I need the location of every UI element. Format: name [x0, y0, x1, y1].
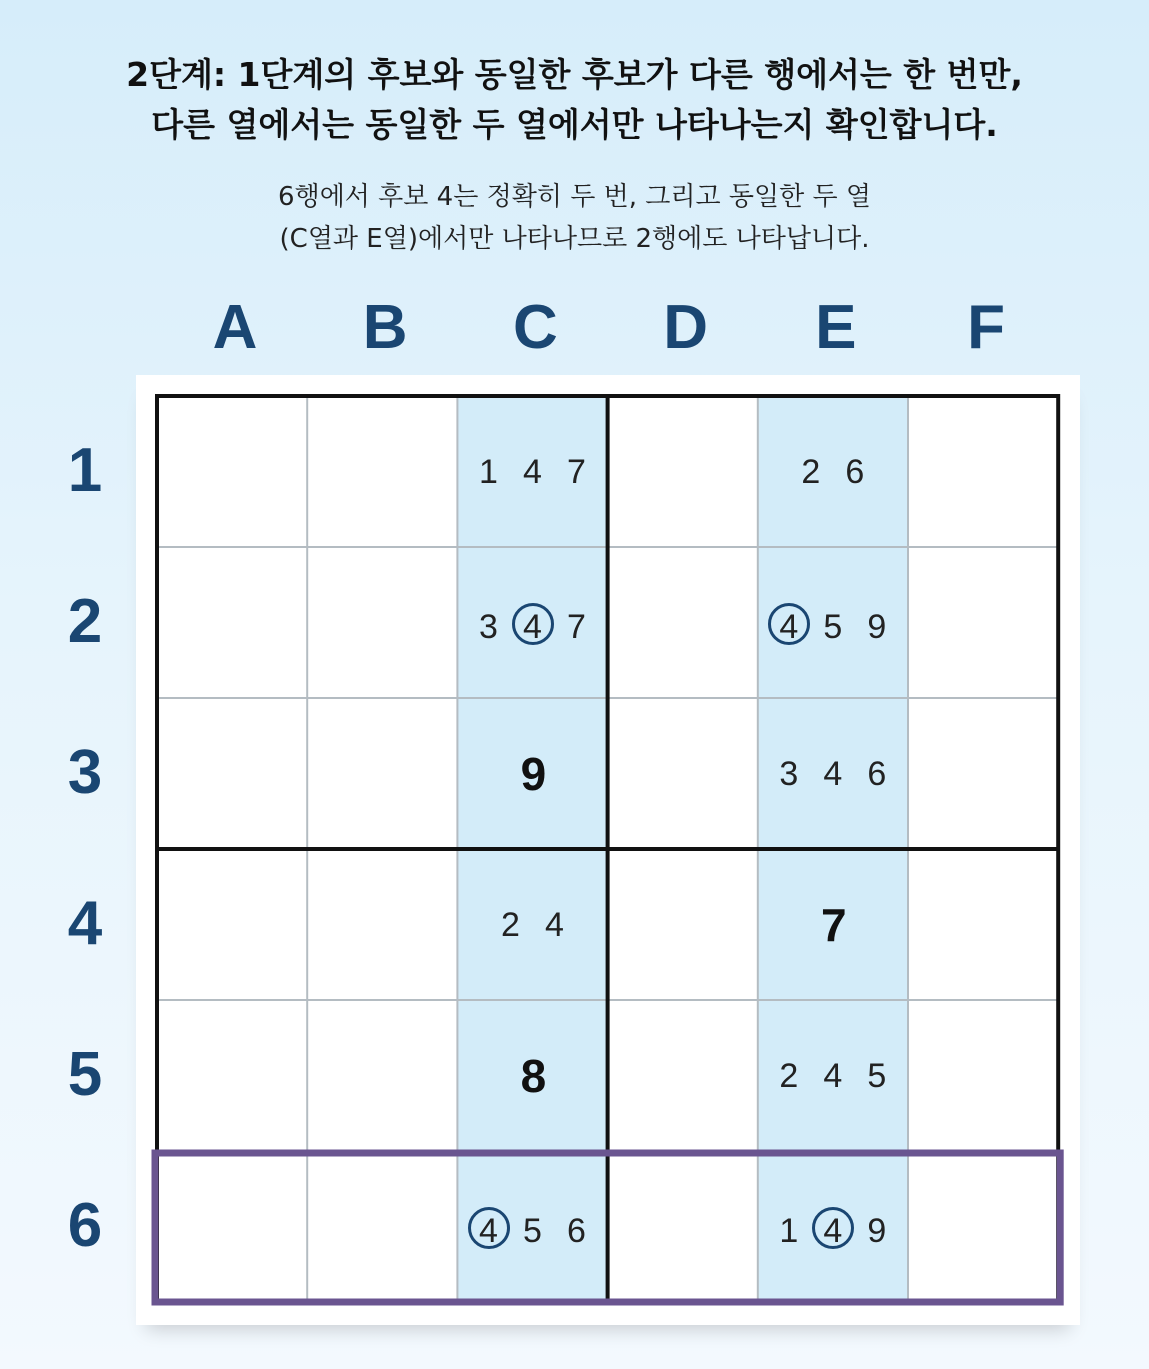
step-heading-line-2: 다른 열에서는 동일한 두 열에서만 나타나는지 확인합니다.	[151, 105, 998, 144]
step-description-line-2: (C열과 E열)에서만 나타나므로 2행에도 나타납니다.	[279, 224, 870, 254]
candidate-digit: 6	[567, 1211, 586, 1250]
candidate-digit: 2	[779, 1056, 799, 1095]
candidates-e6	[767, 1207, 899, 1250]
candidate-digit: 9	[867, 607, 887, 646]
candidates-e3	[767, 754, 899, 794]
row-label-5: 5	[67, 1040, 103, 1109]
candidates-c1	[467, 452, 599, 492]
row-label-1: 1	[67, 436, 103, 505]
candidate-digit: 4	[523, 452, 542, 491]
candidate-digit: 4	[823, 754, 843, 793]
candidate-digit: 1	[479, 452, 498, 491]
candidates-c4	[489, 905, 577, 945]
column-label-f: F	[967, 293, 1005, 362]
candidate-digit: 3	[479, 607, 498, 646]
column-label-a: A	[212, 293, 258, 362]
circled-candidate-e2: 4	[768, 603, 810, 645]
candidate-digit: 2	[501, 905, 520, 944]
candidate-digit: 7	[567, 607, 586, 646]
candidate-digit: 2	[801, 452, 821, 491]
step-description-line-1: 6행에서 후보 4는 정확히 두 번, 그리고 동일한 두 열	[278, 182, 871, 212]
step-heading-line-1: 2단계: 1단계의 후보와 동일한 후보가 다른 행에서는 한 번만,	[126, 55, 1023, 94]
column-label-e: E	[815, 293, 857, 362]
candidate-digit: 4	[823, 1056, 843, 1095]
row-label-6: 6	[67, 1191, 103, 1260]
candidate-digit: 5	[823, 607, 843, 646]
circled-candidate-c2: 4	[512, 603, 554, 645]
circled-candidate-c6: 4	[468, 1207, 510, 1249]
row-label-4: 4	[67, 889, 103, 958]
column-label-d: D	[663, 293, 708, 362]
row-label-2: 2	[67, 587, 103, 656]
row-label-3: 3	[67, 738, 103, 807]
candidates-e1	[789, 452, 877, 492]
candidate-digit: 5	[523, 1211, 542, 1250]
candidate-digit: 1	[779, 1211, 799, 1250]
circled-candidate-e6: 4	[812, 1207, 854, 1249]
candidates-c6	[467, 1207, 599, 1250]
column-label-c: C	[513, 293, 558, 362]
column-label-b: B	[362, 293, 408, 362]
candidate-digit: 3	[779, 754, 799, 793]
candidates-e5	[767, 1056, 899, 1096]
given-value-c3: 9	[520, 747, 547, 800]
given-value-e4: 7	[821, 898, 847, 951]
given-value-c5: 8	[520, 1049, 547, 1102]
candidate-digit: 4	[545, 905, 564, 944]
candidate-digit: 6	[845, 452, 865, 491]
candidate-digit: 9	[867, 1211, 887, 1250]
candidate-digit: 7	[567, 452, 586, 491]
candidate-digit: 6	[867, 754, 887, 793]
candidate-digit: 5	[867, 1056, 887, 1095]
candidates-c2	[467, 603, 599, 646]
candidates-e2	[767, 603, 899, 646]
